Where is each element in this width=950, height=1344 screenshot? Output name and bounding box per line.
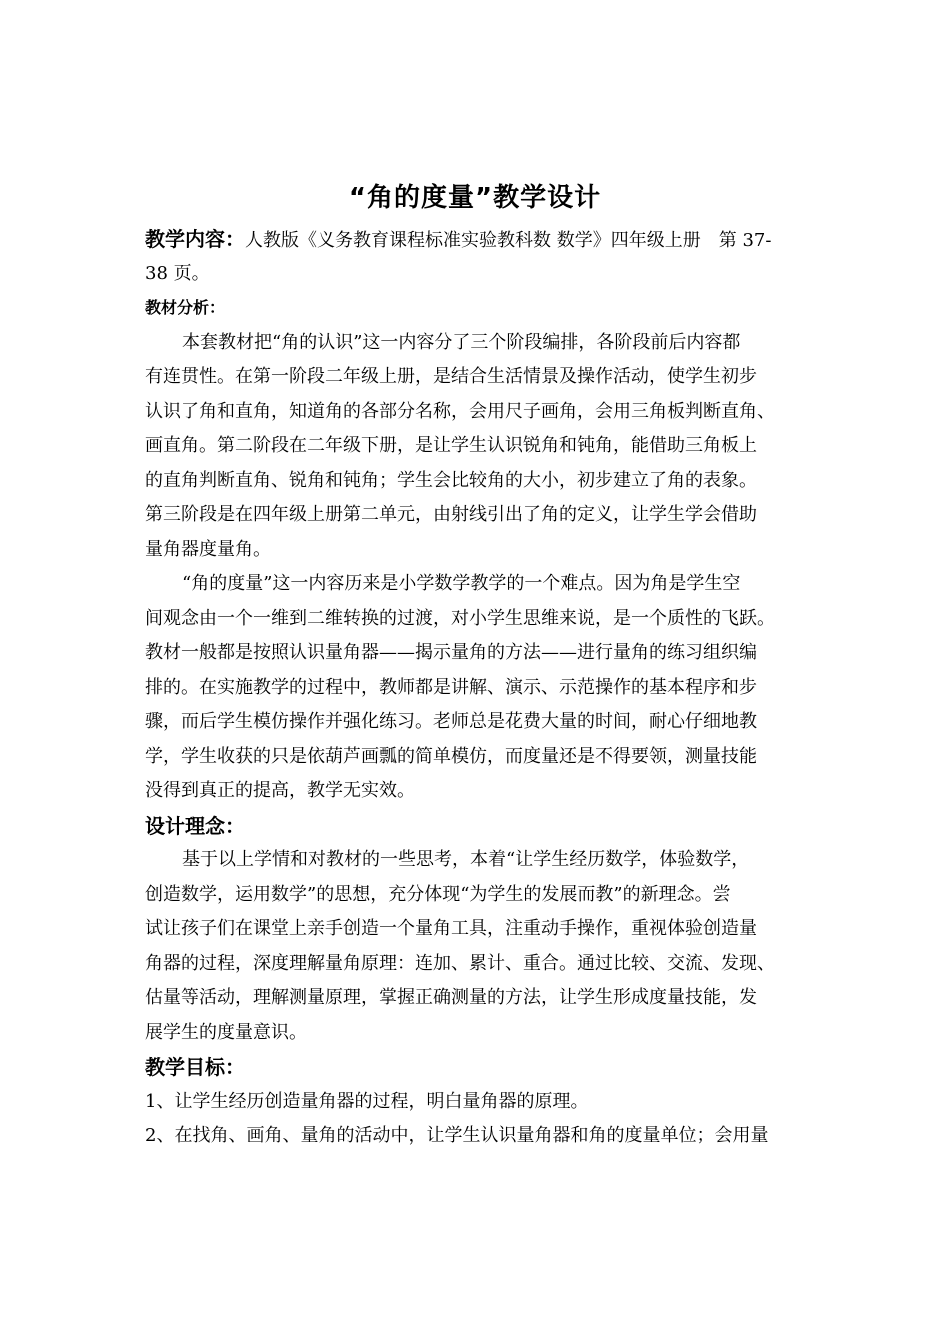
concept-line: 角器的过程，深度理解量角原理：连加、累计、重合。通过比较、交流、发现、 <box>145 952 775 974</box>
analysis-p1-line: 认识了角和直角，知道角的各部分名称，会用尺子画角，会用三角板判断直角、 <box>145 400 775 422</box>
analysis-paragraph-2 <box>145 567 810 809</box>
concept-line: 展学生的度量意识。 <box>145 1021 307 1043</box>
concept-line: 基于以上学情和对教材的一些思考，本着“让学生经历数学，体验数学， <box>182 849 750 870</box>
content-line-2: 38 页。 <box>145 262 210 284</box>
content-heading: 教学内容： <box>145 227 245 251</box>
concept-paragraph <box>145 843 810 1050</box>
analysis-p1-line: 画直角。第二阶段在二年级下册，是让学生认识锐角和钝角，能借助三角板上 <box>145 435 757 456</box>
analysis-p2-line: 学，学生收获的只是依葫芦画瓢的简单模仿，而度量还是不得要领，测量技能 <box>145 745 757 767</box>
goals-heading: 教学目标： <box>145 1055 245 1079</box>
analysis-p1-line: 的直角判断直角、锐角和钝角；学生会比较角的大小，初步建立了角的表象。 <box>145 469 757 491</box>
content-line-1 <box>145 222 810 257</box>
analysis-p1-line: 本套教材把“角的认识”这一内容分了三个阶段编排，各阶段前后内容都 <box>182 331 741 353</box>
analysis-p1-line: 第三阶段是在四年级上册第二单元，由射线引出了角的定义，让学生学会借助 <box>145 504 757 525</box>
analysis-p2-line: 间观念由一个一维到二维转换的过渡，对小学生思维来说，是一个质性的飞跃。 <box>145 607 775 629</box>
analysis-p2-line: 排的。在实施教学的过程中，教师都是讲解、演示、示范操作的基本程序和步 <box>145 676 757 698</box>
concept-line: 试让孩子们在课堂上亲手创造一个量角工具，注重动手操作，重视体验创造量 <box>145 918 757 939</box>
analysis-paragraph-1 <box>145 326 810 568</box>
analysis-p2-line: “角的度量”这一内容历来是小学数学教学的一个难点。因为角是学生空 <box>182 573 741 594</box>
analysis-p2-line: 没得到真正的提高，教学无实效。 <box>145 780 415 801</box>
analysis-p2-line: 教材一般都是按照认识量角器——揭示量角的方法——进行量角的练习组织编 <box>145 642 757 663</box>
document-title: “角的度量”教学设计 <box>348 183 602 213</box>
concept-line: 估量等活动，理解测量原理，掌握正确测量的方法，让学生形成度量技能，发 <box>145 987 757 1008</box>
analysis-p1-line: 有连贯性。在第一阶段二年级上册，是结合生活情景及操作活动，使学生初步 <box>145 366 757 387</box>
goals-list <box>145 1085 810 1154</box>
analysis-p1-line: 量角器度量角。 <box>145 538 271 560</box>
goal-item: 1、让学生经历创造量角器的过程，明白量角器的原理。 <box>145 1090 589 1112</box>
analysis-p2-line: 骤，而后学生模仿操作并强化练习。老师总是花费大量的时间，耐心仔细地教 <box>145 711 757 732</box>
content-text-1: 人教版《义务教育课程标准实验教科数 数学》四年级上册 第 37- <box>245 230 772 251</box>
concept-heading: 设计理念： <box>145 813 245 838</box>
document-body <box>145 222 810 1154</box>
analysis-heading: 教材分析： <box>145 298 226 317</box>
goal-item: 2、在找角、画角、量角的活动中，让学生认识量角器和角的度量单位；会用量 <box>145 1125 769 1146</box>
concept-line: 创造数学，运用数学”的思想，充分体现“为学生的发展而教”的新理念。尝 <box>145 883 731 905</box>
